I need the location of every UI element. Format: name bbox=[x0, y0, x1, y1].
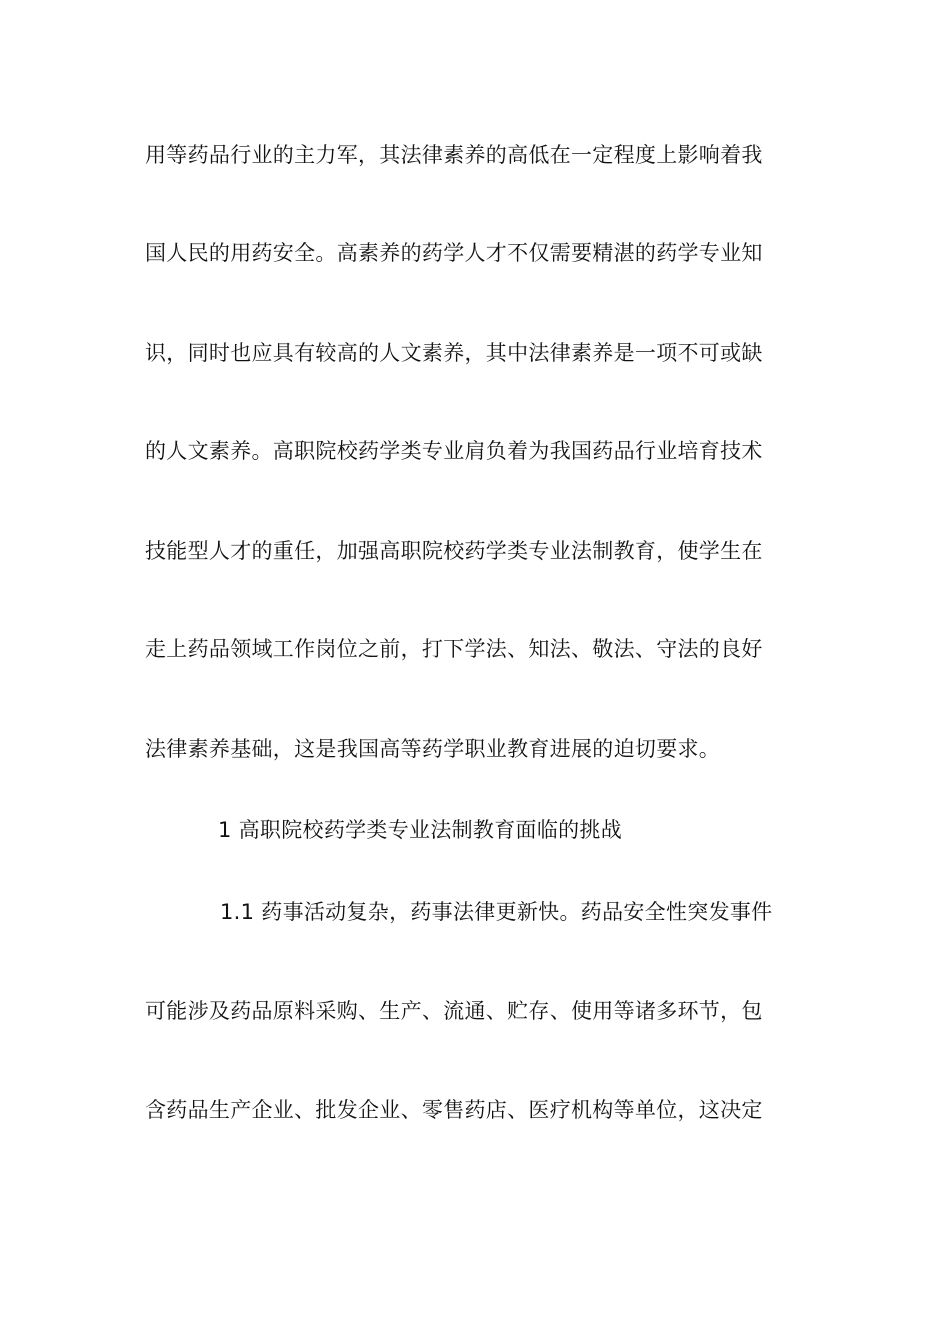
section-heading: 1 高职院校药学类专业法制教育面临的挑战 bbox=[218, 818, 623, 842]
subsection-line: 1.1 药事活动复杂，药事法律更新快。药品安全性突发事件 bbox=[220, 900, 773, 924]
paragraph-line: 走上药品领域工作岗位之前，打下学法、知法、敬法、守法的良好 bbox=[145, 637, 763, 661]
subsection-line: 可能涉及药品原料采购、生产、流通、贮存、使用等诸多环节，包 bbox=[145, 999, 763, 1023]
paragraph-line: 用等药品行业的主力军，其法律素养的高低在一定程度上影响着我 bbox=[145, 143, 763, 167]
paragraph-line: 国人民的用药安全。高素养的药学人才不仅需要精湛的药学专业知 bbox=[145, 241, 763, 265]
paragraph-line: 识，同时也应具有较高的人文素养，其中法律素养是一项不可或缺 bbox=[145, 341, 763, 365]
paragraph-line: 技能型人才的重任，加强高职院校药学类专业法制教育，使学生在 bbox=[145, 539, 763, 563]
paragraph-line: 法律素养基础，这是我国高等药学职业教育进展的迫切要求。 bbox=[145, 737, 721, 761]
paragraph-line: 的人文素养。高职院校药学类专业肩负着为我国药品行业培育技术 bbox=[145, 439, 763, 463]
subsection-line: 含药品生产企业、批发企业、零售药店、医疗机构等单位，这决定 bbox=[145, 1098, 763, 1122]
